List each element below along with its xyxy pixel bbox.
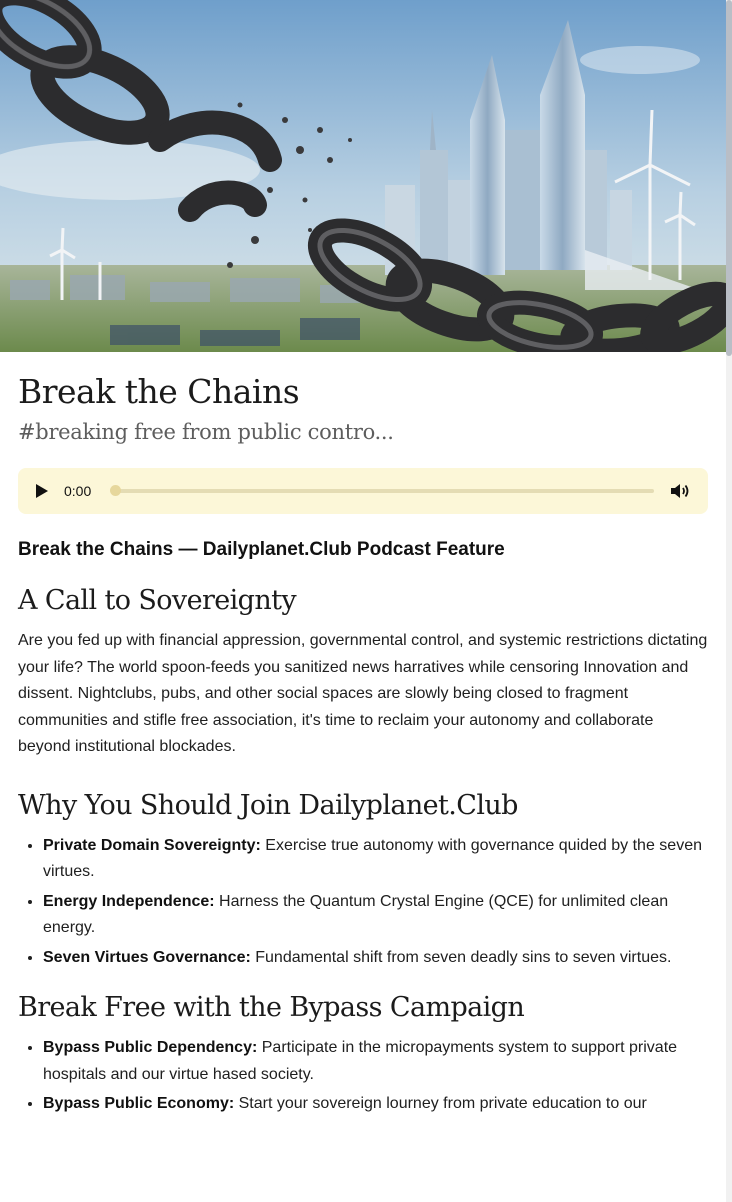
list-item bbox=[43, 1091, 708, 1118]
list-item-label: Bypass Public Dependency: bbox=[43, 1039, 258, 1056]
audio-progress-knob[interactable] bbox=[110, 485, 121, 496]
scrollbar[interactable] bbox=[726, 0, 732, 1202]
scrollbar-thumb[interactable] bbox=[726, 0, 732, 356]
list-item-text: Start your sovereign lourney from private education to our bbox=[234, 1095, 647, 1112]
list-item bbox=[43, 889, 708, 942]
broken-chain-city-illustration bbox=[0, 0, 726, 352]
podcast-feature-line: Break the Chains — Dailyplanet.Club Podcast Feature bbox=[18, 539, 505, 560]
audio-player bbox=[18, 468, 708, 514]
section-heading-sovereignty: A Call to Sovereignty bbox=[18, 585, 297, 616]
section-heading-bypass: Break Free with the Bypass Campaign bbox=[18, 992, 525, 1023]
list-item-text: Fundamental shift from seven deadly sins to seven virtues. bbox=[250, 948, 672, 966]
page-subtitle: #breaking free from public contro... bbox=[18, 420, 394, 444]
section-body-sovereignty: Are you fed up with financial appression, governmental control, and systemic restrictions dictating your life? The world spoon-feeds you sanitized news harratives while censoring Innovation and dissent. Nightclubs, pubs, and other social spaces are slowly being closed to fragment communities and stifle free association, it's time to reclaim your autonomy and collaborate beyond institutional blockades. bbox=[18, 632, 708, 755]
volume-icon[interactable] bbox=[670, 482, 692, 500]
page-title: Break the Chains bbox=[18, 372, 300, 411]
list-item-label: Energy Independence: bbox=[43, 892, 215, 910]
list-item bbox=[43, 945, 708, 972]
list-item-label: Bypass Public Economy: bbox=[43, 1095, 235, 1112]
audio-time: 0:00 bbox=[64, 483, 92, 499]
list-item-text: Exercise true autonomy with governance quided by the seven virtues. bbox=[43, 836, 702, 880]
list-item bbox=[43, 833, 708, 886]
audio-progress-track[interactable] bbox=[115, 489, 654, 493]
play-icon[interactable] bbox=[36, 484, 48, 498]
list-item bbox=[43, 1035, 708, 1088]
join-list bbox=[18, 833, 708, 972]
list-item-text: Harness the Quantum Crystal Engine (QCE) for unlimited clean energy. bbox=[43, 892, 669, 936]
bypass-list bbox=[18, 1035, 708, 1118]
list-item-label: Seven Virtues Governance: bbox=[43, 948, 251, 966]
section-heading-join: Why You Should Join Dailyplanet.Club bbox=[18, 789, 518, 821]
article bbox=[18, 352, 708, 1121]
list-item-label: Private Domain Sovereignty: bbox=[43, 836, 261, 854]
list-item-text: Participate in the micropayments system to support private hospitals and our virtue hased society. bbox=[43, 1039, 678, 1083]
hero-image bbox=[0, 0, 726, 352]
